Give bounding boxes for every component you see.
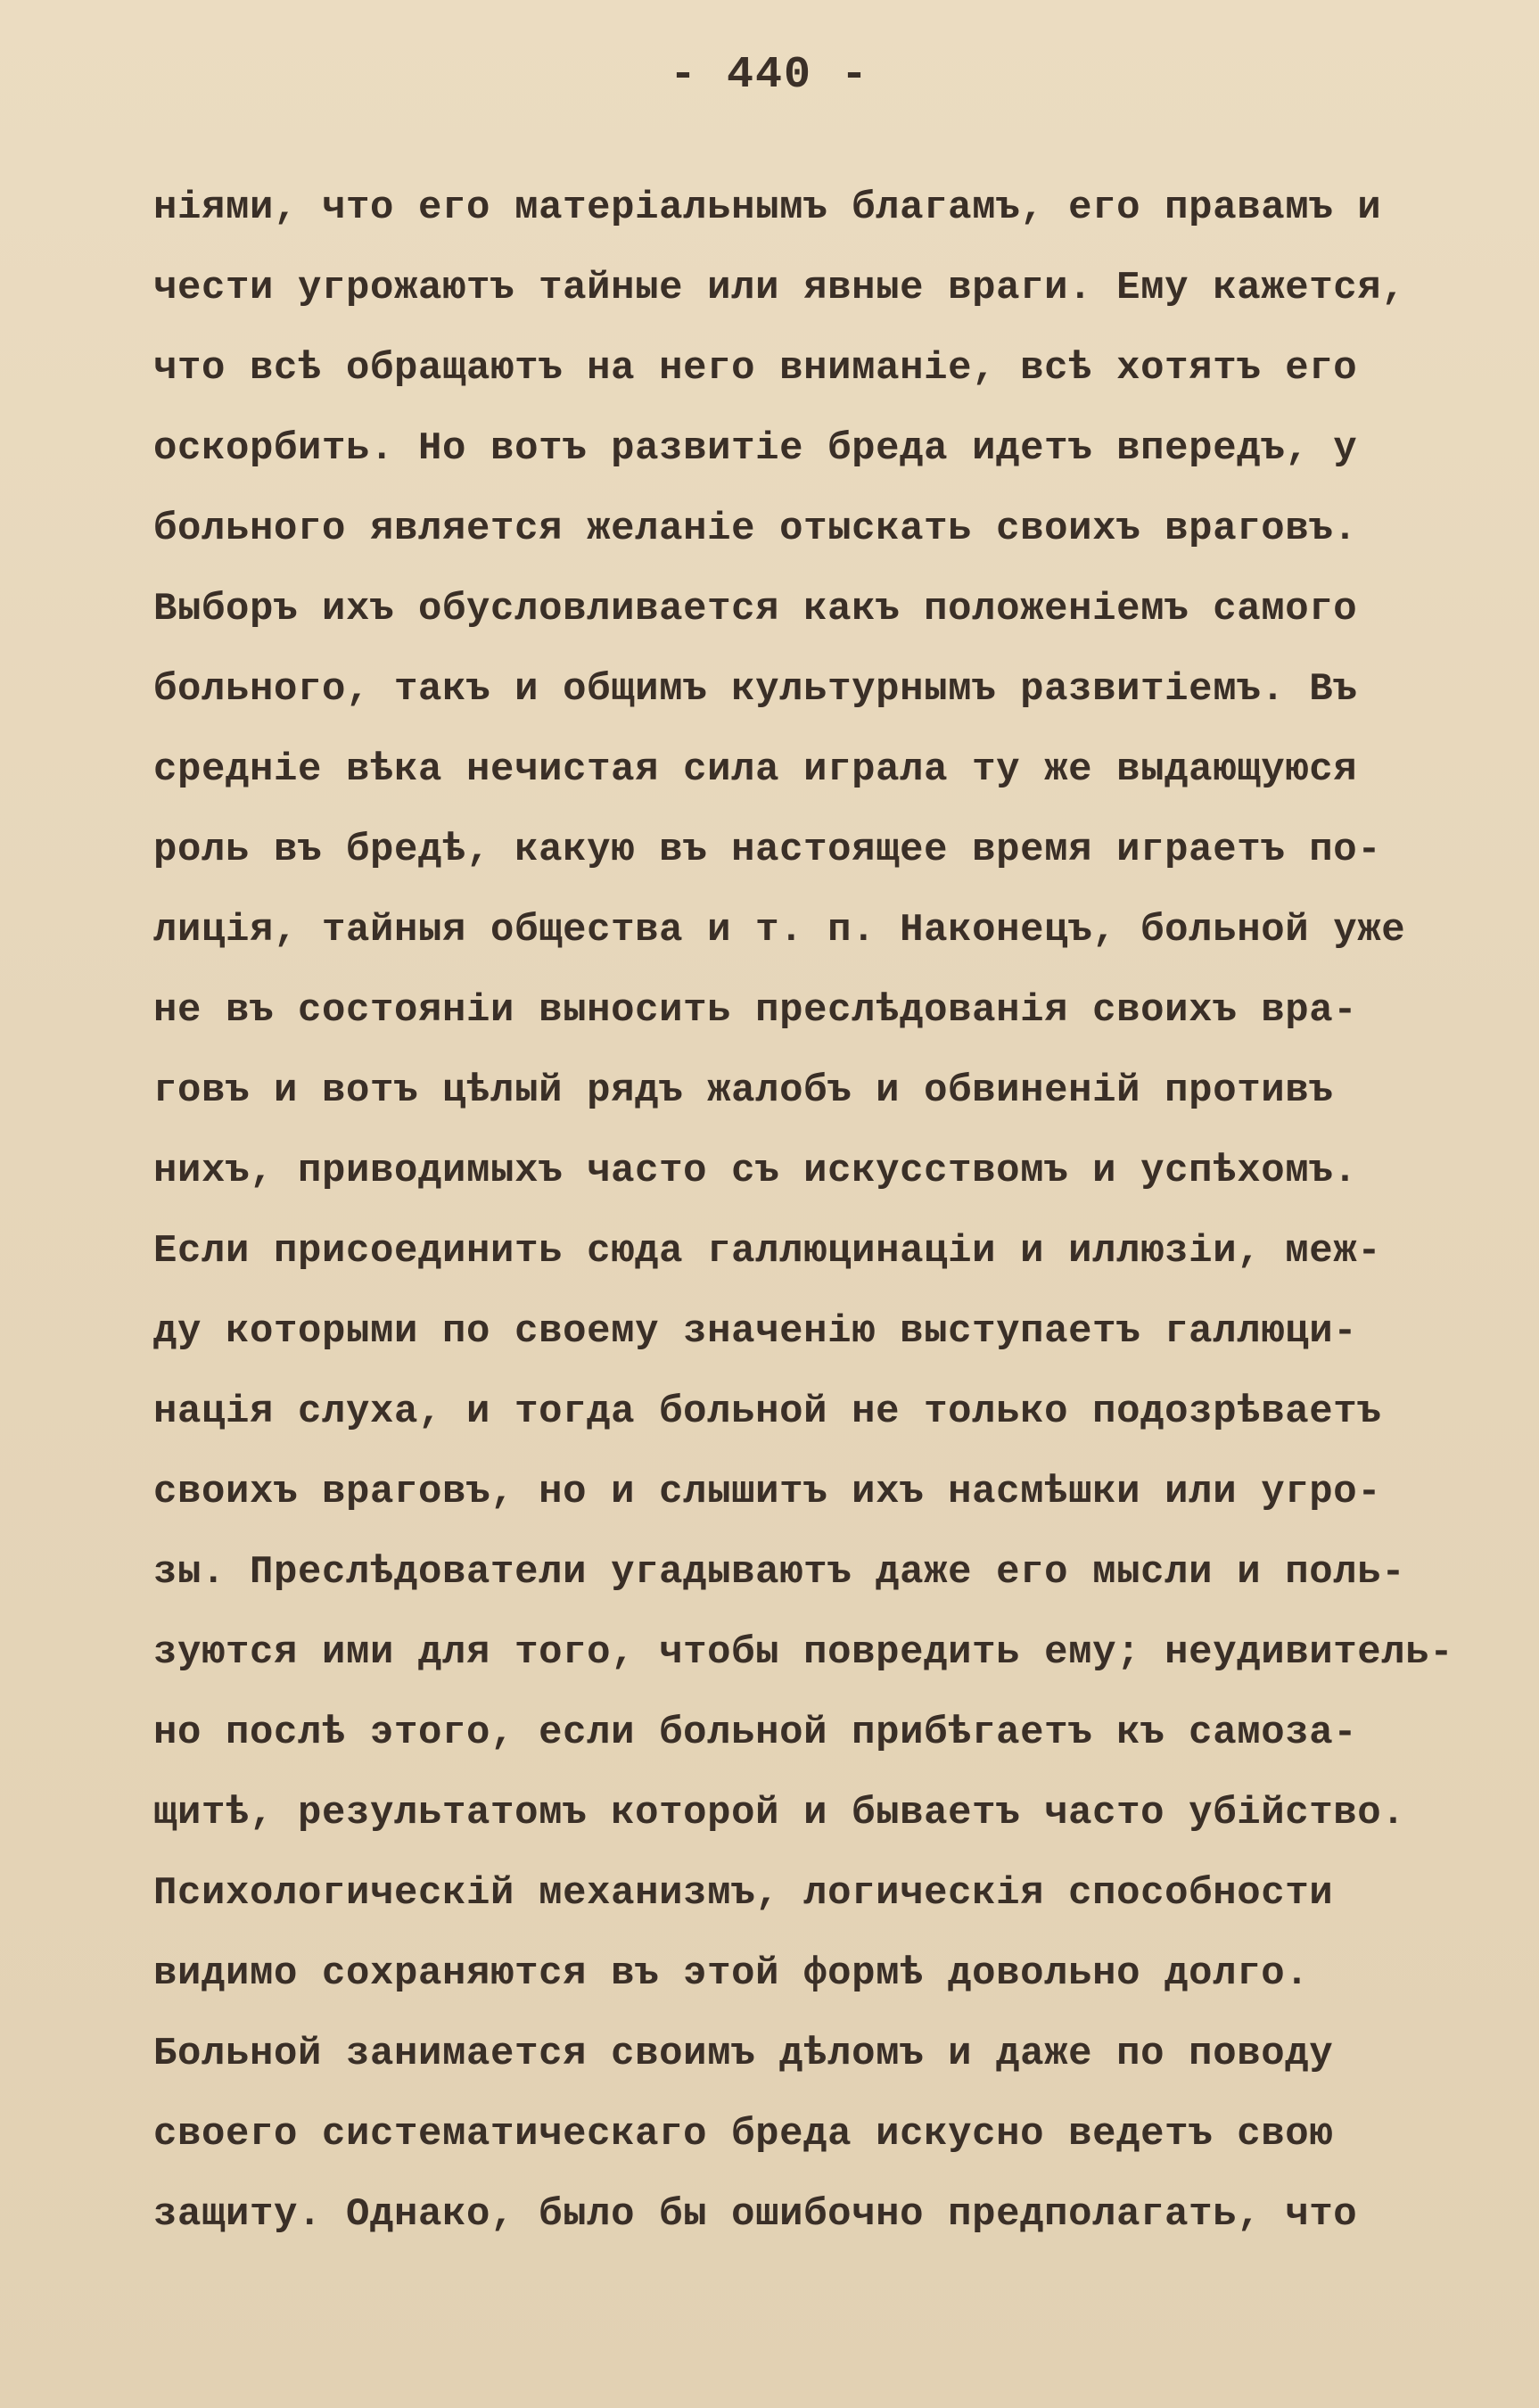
text-line: роль въ бредѣ, какую въ настоящее время играетъ по- bbox=[153, 828, 1382, 872]
text-line: нихъ, приводимыхъ часто съ искусствомъ и успѣхомъ. bbox=[153, 1149, 1358, 1193]
text-line: своихъ враговъ, но и слышитъ ихъ насмѣшки или угро- bbox=[153, 1470, 1382, 1514]
body-text bbox=[0, 168, 1539, 2362]
text-line: нація слуха, и тогда больной не только подозрѣваетъ bbox=[153, 1390, 1382, 1434]
text-line: Если присоединить сюда галлюцинаціи и иллюзіи, меж- bbox=[153, 1229, 1382, 1274]
text-line: но послѣ этого, если больной прибѣгаетъ къ самоза- bbox=[153, 1711, 1358, 1755]
text-line: своего систематическаго бреда искусно ведетъ свою bbox=[153, 2112, 1334, 2156]
text-line: зы. Преслѣдователи угадываютъ даже его мысли и поль- bbox=[153, 1550, 1406, 1595]
text-line: оскорбить. Но вотъ развитіе бреда идетъ впередъ, у bbox=[153, 426, 1358, 471]
text-line: не въ состояніи выносить преслѣдованія своихъ вра- bbox=[153, 988, 1358, 1033]
text-line: чести угрожаютъ тайные или явные враги. Ему кажется, bbox=[153, 266, 1406, 310]
text-line: защиту. Однако, было бы ошибочно предполагать, что bbox=[153, 2192, 1358, 2237]
text-line: лиція, тайныя общества и т. п. Наконецъ, больной уже bbox=[153, 908, 1406, 952]
text-line: ду которыми по своему значенію выступаетъ галлюци- bbox=[153, 1309, 1358, 1354]
text-line: ніями, что его матеріальнымъ благамъ, его правамъ и bbox=[153, 186, 1382, 230]
text-line: Выборъ ихъ обусловливается какъ положеніемъ самого bbox=[153, 587, 1358, 631]
text-line: говъ и вотъ цѣлый рядъ жалобъ и обвиненій противъ bbox=[153, 1068, 1334, 1113]
text-line: больного, такъ и общимъ культурнымъ развитіемъ. Въ bbox=[153, 667, 1358, 712]
text-line: средніе вѣка нечистая сила играла ту же выдающуюся bbox=[153, 747, 1358, 792]
text-line: что всѣ обращаютъ на него вниманіе, всѣ хотятъ его bbox=[153, 346, 1358, 391]
text-line: больного является желаніе отыскать своихъ враговъ. bbox=[153, 507, 1358, 551]
text-line: Больной занимается своимъ дѣломъ и даже по поводу bbox=[153, 2032, 1334, 2076]
page-number: - 440 - bbox=[669, 50, 870, 101]
text-line: видимо сохраняются въ этой формѣ довольно долго. bbox=[153, 1951, 1310, 1996]
text-line: зуются ими для того, чтобы повредить ему; неудивитель- bbox=[153, 1630, 1454, 1675]
text-line: Психологическій механизмъ, логическія способности bbox=[153, 1871, 1334, 1916]
text-line: щитѣ, результатомъ которой и бываетъ часто убійство. bbox=[153, 1791, 1406, 1835]
